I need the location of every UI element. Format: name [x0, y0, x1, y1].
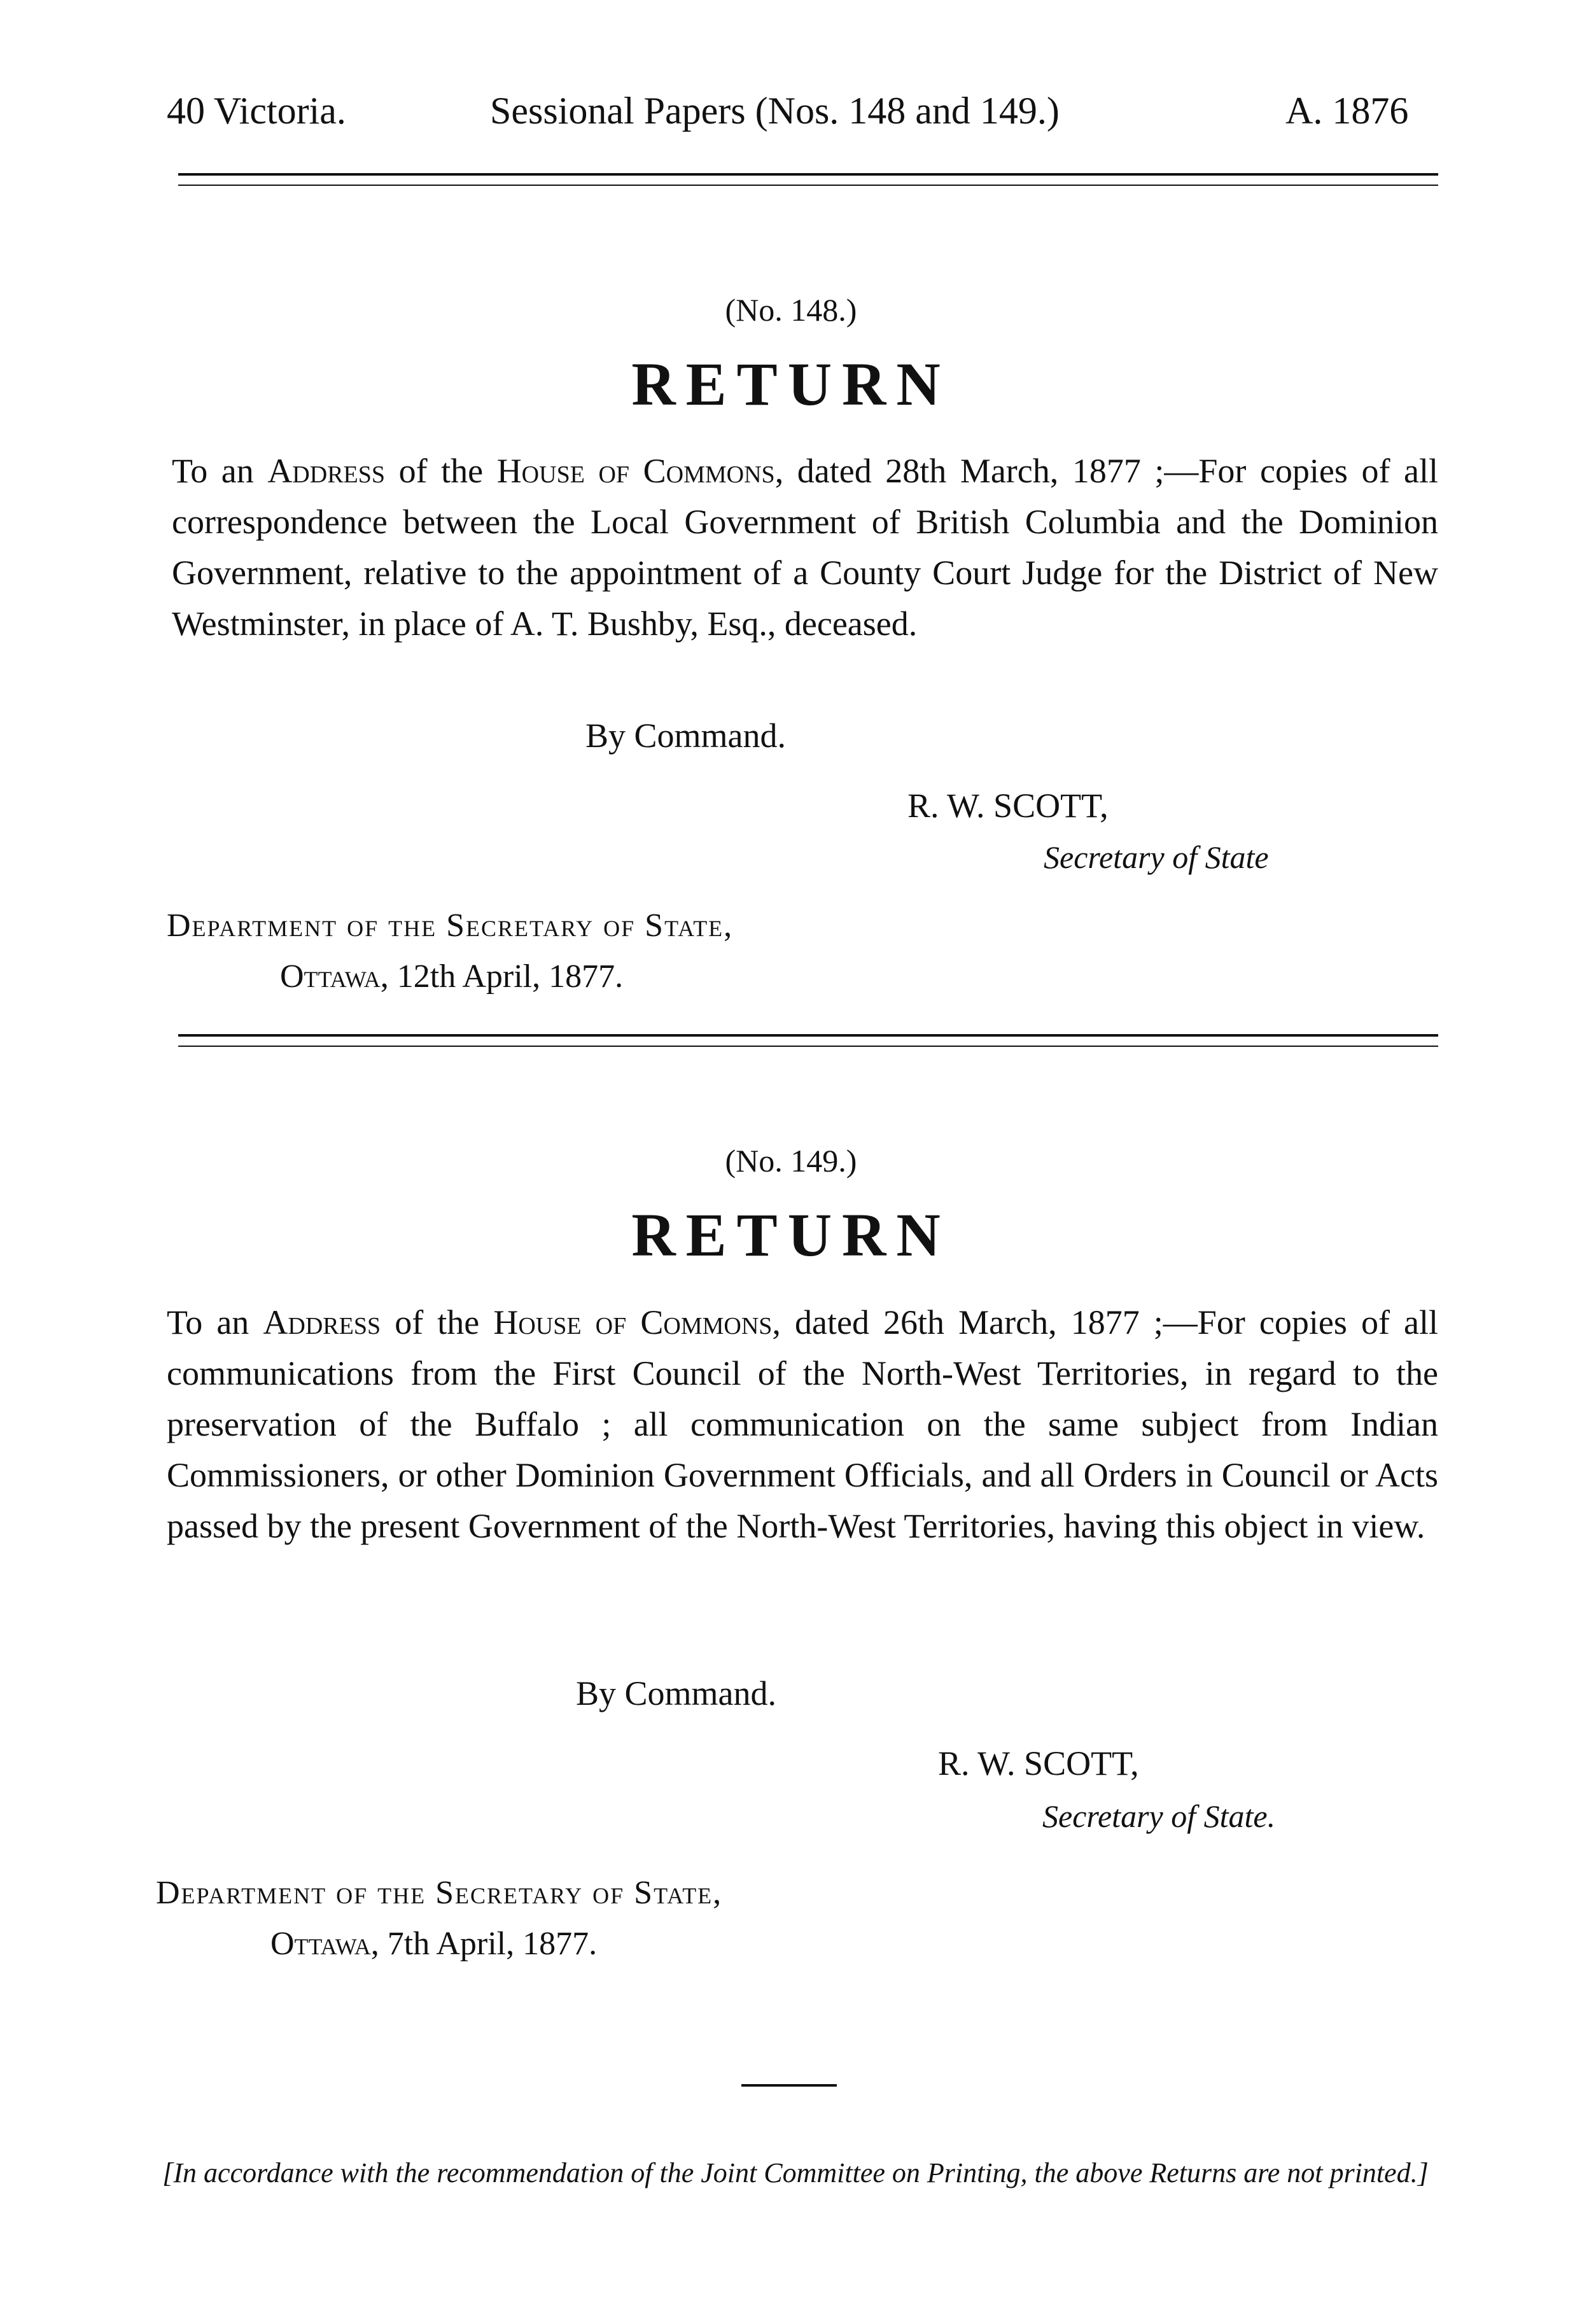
return-title: RETURN: [631, 1201, 951, 1269]
header-session: 40 Victoria.: [167, 90, 346, 132]
header-title: Sessional Papers (Nos. 148 and 149.): [490, 90, 1060, 132]
signer-title: Secretary of State.: [1042, 1798, 1276, 1834]
by-command: By Command.: [576, 1674, 777, 1712]
section-rule-top: [178, 1034, 1438, 1037]
by-command: By Command.: [585, 717, 787, 755]
header-rule-top: [178, 173, 1438, 176]
department-line: Department of the Secretary of State,: [156, 1875, 723, 1911]
return-number: (No. 148.): [725, 292, 857, 328]
header-rule-bottom: [178, 185, 1438, 186]
printing-footnote: [In accordance with the recommendation of the Joint Committee on Printing, the above Returns are not printed.]: [162, 2157, 1429, 2188]
return-title: RETURN: [631, 350, 951, 418]
signer-name: R. W. SCOTT,: [907, 787, 1109, 825]
place-date-line: Ottawa, 12th April, 1877.: [280, 958, 624, 995]
return-number: (No. 149.): [725, 1143, 857, 1179]
signer-title: Secretary of State: [1044, 839, 1269, 875]
signer-name: R. W. SCOTT,: [938, 1744, 1139, 1782]
running-header: [0, 89, 1582, 140]
closing-rule: [741, 2084, 837, 2087]
place-date-line: Ottawa, 7th April, 1877.: [270, 1926, 598, 1962]
address-paragraph: To an Address of the House of Commons, dated 28th March, 1877 ;—For copies of all correspondence between the Local Government of British Columbia and the Dominion Government, relative to the appointment of a County Court Judge for the District of New Westminster, in place of A. T. Bushby, Esq., deceased.: [172, 452, 1439, 643]
address-paragraph: To an Address of the House of Commons, dated 26th March, 1877 ;—For copies of all communications from the First Council of the North-West Territories, in regard to the preservation of the Buffalo ; all communication on the same subject from Indian Commissioners, or other Dominion Government Officials, and all Orders in Council or Acts passed by the present Government of the North-West Territories, having this object in view.: [167, 1303, 1439, 1545]
header-year: A. 1876: [1285, 90, 1409, 132]
department-line: Department of the Secretary of State,: [167, 907, 734, 944]
section-rule-bottom: [178, 1046, 1438, 1047]
